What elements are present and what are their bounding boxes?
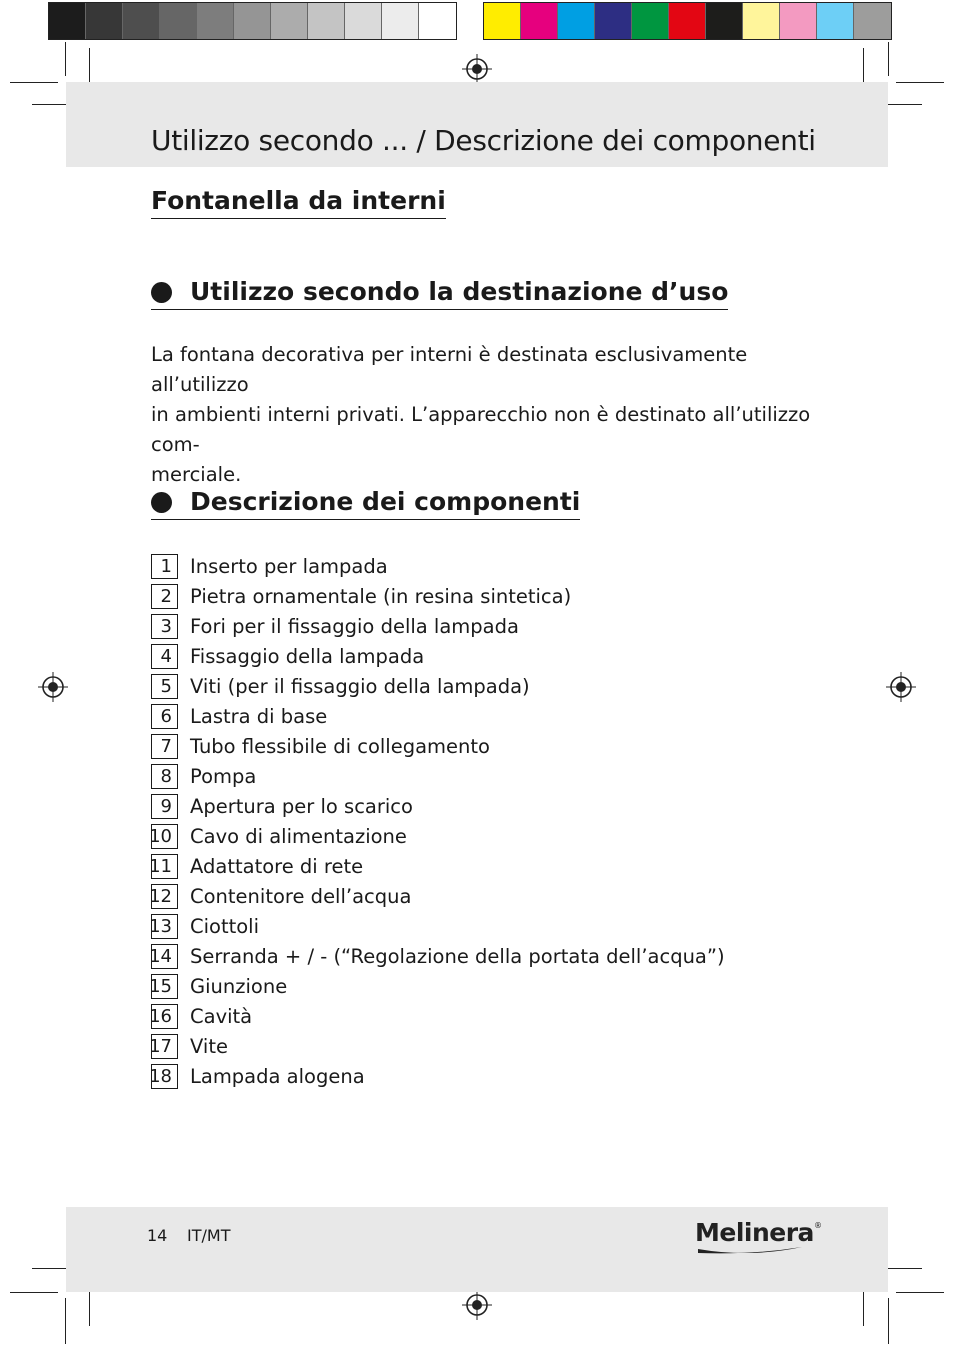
list-item [151,611,725,641]
part-label: Serranda + / - (“Regolazione della portata dell’acqua”) [190,945,725,969]
part-number-box: 15 [151,974,178,999]
part-label: Fissaggio della lampada [190,644,425,668]
part-label: Adattatore di rete [190,854,364,878]
color-swatch [706,3,743,39]
section-heading-text: Descrizione dei componenti [190,487,581,516]
paragraph-line: in ambienti interni privati. L’apparecchio non è destinato all’utilizzo com- [151,403,811,456]
part-label: Apertura per lo scarico [190,794,413,818]
part-label: Cavo di alimentazione [190,824,407,848]
part-number-box: 13 [151,914,178,939]
part-number-box: 9 [151,794,178,819]
brand-swoosh-icon [696,1245,804,1257]
crosshair-registration-icon [462,1290,492,1320]
list-item [151,821,725,851]
part-label: Lastra di base [190,704,328,728]
section-heading-text: Utilizzo secondo la destinazione d’uso [190,277,729,306]
part-number-box: 14 [151,944,178,969]
list-item [151,761,725,791]
part-label: Giunzione [190,975,288,999]
part-number-box: 10 [151,824,178,849]
intended-use-paragraph [151,340,811,490]
paragraph-line: merciale. [151,463,242,486]
part-label: Lampada alogena [190,1065,365,1089]
part-number-box: 8 [151,764,178,789]
color-swatch [49,3,86,39]
color-swatch [632,3,669,39]
list-item [151,1002,725,1032]
crosshair-registration-icon [886,672,916,702]
list-item [151,1062,725,1092]
color-swatch [854,3,891,39]
part-number-box: 2 [151,584,178,609]
list-item [151,972,725,1002]
part-number-box: 6 [151,704,178,729]
brand-logo [695,1218,821,1247]
color-swatch [558,3,595,39]
list-item [151,701,725,731]
list-item [151,942,725,972]
list-item [151,882,725,912]
color-swatch [419,3,456,39]
paragraph-line: La fontana decorativa per interni è destinata esclusivamente all’utilizzo [151,343,748,396]
color-swatch [817,3,854,39]
page-title: Utilizzo secondo ... / Descrizione dei componenti [151,124,816,157]
part-label: Contenitore dell’acqua [190,885,412,909]
part-number-box: 17 [151,1034,178,1059]
part-label: Viti (per il fissaggio della lampada) [190,674,530,698]
color-swatch [595,3,632,39]
parts-list [151,551,725,1092]
color-swatch [669,3,706,39]
language-code: IT/MT [187,1226,231,1245]
list-item [151,551,725,581]
color-swatch [160,3,197,39]
part-label: Vite [190,1035,228,1059]
color-swatch [308,3,345,39]
list-item [151,912,725,942]
color-swatch [123,3,160,39]
part-label: Cavità [190,1005,253,1029]
section-heading-intended-use [151,277,728,310]
part-number-box: 16 [151,1004,178,1029]
list-item [151,641,725,671]
part-number-box: 1 [151,554,178,579]
list-item [151,791,725,821]
list-item [151,671,725,701]
color-swatch [86,3,123,39]
part-number-box: 11 [151,854,178,879]
part-label: Pietra ornamentale (in resina sintetica) [190,584,572,608]
color-swatch [484,3,521,39]
color-swatch [234,3,271,39]
part-number-box: 5 [151,674,178,699]
part-number-box: 7 [151,734,178,759]
color-swatch [271,3,308,39]
crosshair-registration-icon [38,672,68,702]
list-item [151,851,725,881]
crosshair-registration-icon [462,54,492,84]
list-item [151,731,725,761]
part-label: Inserto per lampada [190,554,388,578]
grayscale-calibration-bar [48,2,457,40]
part-number-box: 3 [151,614,178,639]
section-heading-parts [151,487,580,520]
part-number-box: 12 [151,884,178,909]
part-number-box: 4 [151,644,178,669]
color-swatch [780,3,817,39]
part-label: Pompa [190,764,257,788]
page-number: 14 [147,1226,168,1245]
brand-name: Melinera [695,1218,814,1247]
color-swatch [743,3,780,39]
list-item [151,1032,725,1062]
color-swatch [521,3,558,39]
filled-circle-bullet-icon [151,282,172,303]
color-swatch [345,3,382,39]
color-calibration-bar [483,2,892,40]
color-swatch [197,3,234,39]
part-label: Tubo flessibile di collegamento [190,734,490,758]
part-label: Fori per il fissaggio della lampada [190,614,519,638]
filled-circle-bullet-icon [151,492,172,513]
list-item [151,581,725,611]
part-label: Ciottoli [190,915,260,939]
color-swatch [382,3,419,39]
registered-mark: ® [813,1220,822,1230]
main-heading: Fontanella da interni [151,186,446,219]
part-number-box: 18 [151,1064,178,1089]
